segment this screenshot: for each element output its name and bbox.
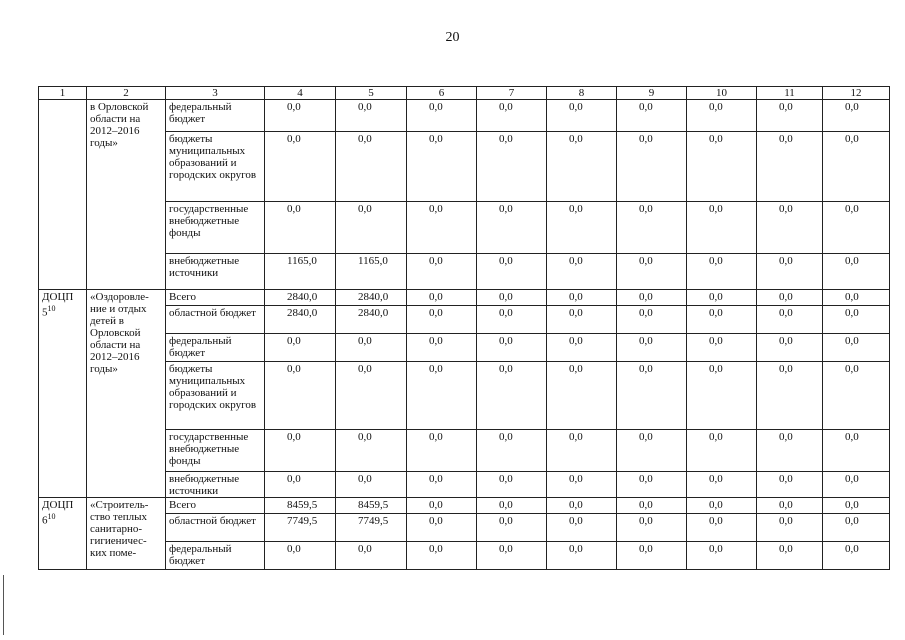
funding-source: федеральный бюджет (166, 334, 265, 362)
value-cell: 0,0 (757, 430, 823, 472)
value-cell: 0,0 (757, 100, 823, 132)
value-cell: 0,0 (617, 472, 687, 498)
header-cell: 12 (823, 87, 890, 100)
value-cell: 8459,5 (336, 498, 407, 514)
value-cell: 0,0 (823, 362, 890, 430)
value-cell: 0,0 (265, 362, 336, 430)
scan-margin-line (3, 575, 4, 635)
header-cell: 4 (265, 87, 336, 100)
footnote-marker: 10 (47, 512, 56, 521)
table-row (39, 290, 890, 306)
value-cell: 0,0 (547, 132, 617, 202)
value-cell: 0,0 (687, 498, 757, 514)
value-cell: 0,0 (336, 334, 407, 362)
value-cell: 0,0 (477, 202, 547, 254)
value-cell: 0,0 (477, 498, 547, 514)
value-cell: 0,0 (823, 472, 890, 498)
value-cell: 0,0 (336, 202, 407, 254)
funding-source: бюджеты муниципальных образований и городских округов (166, 362, 265, 430)
value-cell: 0,0 (407, 514, 477, 542)
table-row (39, 306, 890, 334)
value-cell: 0,0 (477, 290, 547, 306)
header-cell: 5 (336, 87, 407, 100)
program-name: в Орловской области на 2012–2016 годы» (87, 100, 166, 290)
value-cell: 0,0 (477, 362, 547, 430)
table-row (39, 254, 890, 290)
table-row (39, 100, 890, 132)
value-cell: 0,0 (407, 334, 477, 362)
value-cell: 0,0 (687, 334, 757, 362)
value-cell: 0,0 (757, 202, 823, 254)
value-cell: 0,0 (823, 202, 890, 254)
value-cell: 0,0 (617, 334, 687, 362)
value-cell: 0,0 (617, 542, 687, 570)
value-cell: 0,0 (265, 132, 336, 202)
value-cell: 0,0 (336, 472, 407, 498)
value-cell: 0,0 (757, 472, 823, 498)
value-cell: 0,0 (687, 514, 757, 542)
funding-source: федеральный бюджет (166, 542, 265, 570)
table-body (39, 100, 890, 570)
value-cell: 0,0 (757, 254, 823, 290)
value-cell: 0,0 (757, 542, 823, 570)
value-cell: 0,0 (823, 100, 890, 132)
value-cell: 0,0 (336, 430, 407, 472)
value-cell: 0,0 (687, 362, 757, 430)
value-cell: 0,0 (617, 132, 687, 202)
table-row (39, 430, 890, 472)
value-cell: 0,0 (617, 514, 687, 542)
value-cell: 0,0 (477, 306, 547, 334)
table-row (39, 542, 890, 570)
value-cell: 0,0 (823, 254, 890, 290)
value-cell: 0,0 (757, 334, 823, 362)
value-cell: 0,0 (617, 100, 687, 132)
value-cell: 0,0 (823, 306, 890, 334)
value-cell: 0,0 (477, 514, 547, 542)
value-cell: 0,0 (407, 362, 477, 430)
value-cell: 0,0 (477, 254, 547, 290)
value-cell: 0,0 (617, 202, 687, 254)
program-code (39, 100, 87, 290)
funding-source: Всего (166, 498, 265, 514)
header-cell: 8 (547, 87, 617, 100)
header-cell: 1 (39, 87, 87, 100)
program-code: ДОЦП $5^{10}$ (39, 290, 87, 498)
value-cell: 0,0 (823, 542, 890, 570)
value-cell: 0,0 (547, 430, 617, 472)
value-cell: 0,0 (336, 542, 407, 570)
header-cell: 11 (757, 87, 823, 100)
value-cell: 0,0 (547, 100, 617, 132)
value-cell: 0,0 (407, 306, 477, 334)
value-cell: 0,0 (477, 100, 547, 132)
value-cell: 0,0 (687, 100, 757, 132)
funding-table (38, 86, 890, 570)
value-cell: 0,0 (617, 430, 687, 472)
table-row (39, 202, 890, 254)
funding-source: внебюджетные источники (166, 254, 265, 290)
value-cell: 0,0 (407, 100, 477, 132)
value-cell: 0,0 (407, 430, 477, 472)
value-cell: 0,0 (617, 306, 687, 334)
funding-source: внебюджетные источники (166, 472, 265, 498)
funding-source: бюджеты муниципальных образований и городских округов (166, 132, 265, 202)
value-cell: 0,0 (757, 306, 823, 334)
value-cell: 0,0 (687, 290, 757, 306)
value-cell: 0,0 (265, 100, 336, 132)
value-cell: 2840,0 (265, 306, 336, 334)
value-cell: 0,0 (617, 498, 687, 514)
program-name: «Оздоровле-ние и отдых детей в Орловской области на 2012–2016 годы» (87, 290, 166, 498)
value-cell: 0,0 (687, 132, 757, 202)
value-cell: 0,0 (617, 254, 687, 290)
value-cell: 0,0 (547, 202, 617, 254)
value-cell: 8459,5 (265, 498, 336, 514)
program-code: ДОЦП $6^{10}$ (39, 498, 87, 570)
value-cell: 0,0 (336, 132, 407, 202)
header-row (39, 87, 890, 100)
value-cell: 0,0 (687, 202, 757, 254)
value-cell: 0,0 (687, 254, 757, 290)
value-cell: 0,0 (687, 542, 757, 570)
value-cell: 0,0 (823, 498, 890, 514)
value-cell: 0,0 (687, 472, 757, 498)
value-cell: 0,0 (265, 334, 336, 362)
header-cell: 9 (617, 87, 687, 100)
value-cell: 0,0 (617, 290, 687, 306)
table-row (39, 334, 890, 362)
value-cell: 1165,0 (336, 254, 407, 290)
value-cell: 0,0 (547, 498, 617, 514)
value-cell: 0,0 (547, 290, 617, 306)
footnote-marker: 10 (47, 304, 56, 313)
value-cell: 0,0 (617, 362, 687, 430)
funding-source: государственные внебюджетные фонды (166, 430, 265, 472)
value-cell: 0,0 (687, 430, 757, 472)
funding-source: Всего (166, 290, 265, 306)
table-header (39, 87, 890, 100)
value-cell: 0,0 (823, 334, 890, 362)
value-cell: 0,0 (407, 202, 477, 254)
value-cell: 0,0 (336, 362, 407, 430)
value-cell: 0,0 (547, 306, 617, 334)
table-row (39, 132, 890, 202)
value-cell: 7749,5 (265, 514, 336, 542)
header-cell: 6 (407, 87, 477, 100)
value-cell: 0,0 (407, 132, 477, 202)
program-name: «Строитель-ство теплых санитарно-гигиеничес-ких поме- (87, 498, 166, 570)
header-cell: 3 (166, 87, 265, 100)
value-cell: 0,0 (823, 132, 890, 202)
value-cell: 0,0 (265, 202, 336, 254)
value-cell: 0,0 (407, 290, 477, 306)
value-cell: 0,0 (407, 542, 477, 570)
funding-source: федеральный бюджет (166, 100, 265, 132)
value-cell: 0,0 (823, 290, 890, 306)
header-cell: 10 (687, 87, 757, 100)
value-cell: 0,0 (477, 334, 547, 362)
value-cell: 0,0 (265, 472, 336, 498)
table-row (39, 362, 890, 430)
header-cell: 2 (87, 87, 166, 100)
table-row (39, 498, 890, 514)
value-cell: 0,0 (265, 542, 336, 570)
value-cell: 0,0 (336, 100, 407, 132)
page-number: 20 (445, 30, 460, 45)
funding-source: областной бюджет (166, 514, 265, 542)
value-cell: 0,0 (687, 306, 757, 334)
value-cell: 0,0 (757, 290, 823, 306)
value-cell: 0,0 (757, 498, 823, 514)
funding-source: областной бюджет (166, 306, 265, 334)
value-cell: 0,0 (477, 542, 547, 570)
value-cell: 1165,0 (265, 254, 336, 290)
value-cell: 0,0 (477, 430, 547, 472)
value-cell: 0,0 (823, 514, 890, 542)
value-cell: 2840,0 (265, 290, 336, 306)
value-cell: 7749,5 (336, 514, 407, 542)
value-cell: 0,0 (757, 362, 823, 430)
value-cell: 0,0 (547, 542, 617, 570)
value-cell: 0,0 (547, 514, 617, 542)
value-cell: 0,0 (407, 498, 477, 514)
table-row (39, 472, 890, 498)
table-row (39, 514, 890, 542)
value-cell: 0,0 (823, 430, 890, 472)
value-cell: 0,0 (265, 430, 336, 472)
value-cell: 0,0 (757, 132, 823, 202)
value-cell: 0,0 (477, 472, 547, 498)
value-cell: 0,0 (477, 132, 547, 202)
value-cell: 0,0 (547, 254, 617, 290)
value-cell: 0,0 (757, 514, 823, 542)
value-cell: 2840,0 (336, 306, 407, 334)
value-cell: 0,0 (547, 472, 617, 498)
value-cell: 0,0 (407, 472, 477, 498)
value-cell: 0,0 (407, 254, 477, 290)
value-cell: 2840,0 (336, 290, 407, 306)
value-cell: 0,0 (547, 334, 617, 362)
header-cell: 7 (477, 87, 547, 100)
value-cell: 0,0 (547, 362, 617, 430)
funding-source: государственные внебюджетные фонды (166, 202, 265, 254)
